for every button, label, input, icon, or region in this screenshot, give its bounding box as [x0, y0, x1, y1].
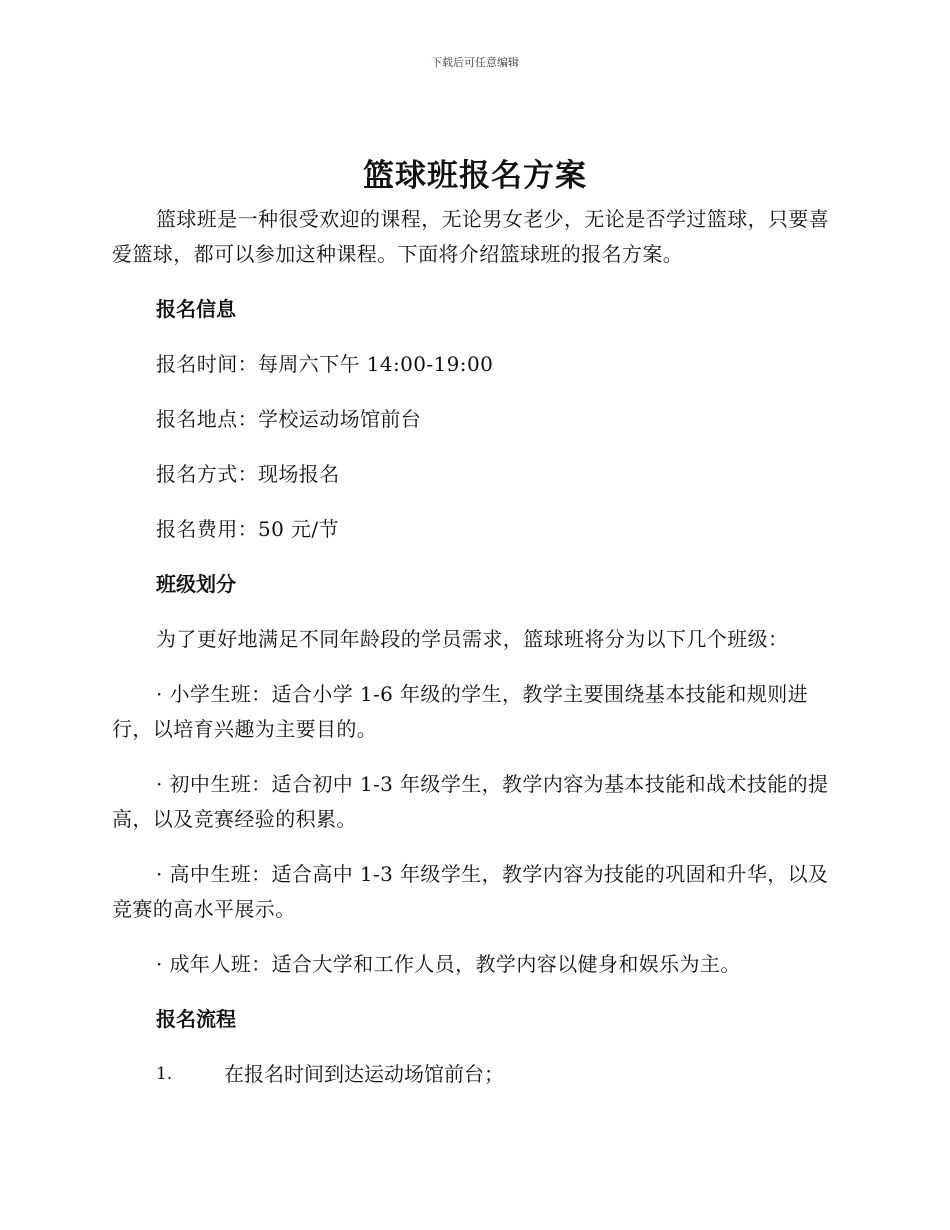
- process-step-number: 1.: [156, 1064, 173, 1084]
- process-step: [112, 1057, 840, 1092]
- registration-time: 报名时间：每周六下午 14:00-19:00: [156, 352, 494, 376]
- header-note: 下载后可任意编辑: [431, 56, 519, 69]
- class-division-lead: 为了更好地满足不同年龄段的学员需求，篮球班将分为以下几个班级：: [156, 627, 789, 651]
- section-heading-registration-info: 报名信息: [156, 297, 236, 321]
- section-heading-class-division: 班级划分: [156, 572, 236, 596]
- section-heading-registration-process: 报名流程: [156, 1007, 236, 1031]
- class-item-senior-high: · 高中生班：适合高中 1-3 年级学生，教学内容为技能的巩固和升华，以及竞赛的高水平展示。: [112, 862, 829, 921]
- registration-fee: 报名费用：50 元/节: [156, 517, 339, 541]
- document-body: [112, 202, 840, 1092]
- registration-method: 报名方式：现场报名: [156, 462, 340, 486]
- class-item-primary: · 小学生班：适合小学 1-6 年级的学生，教学主要围绕基本技能和规则进行，以培育兴趣为主要目的。: [112, 682, 809, 741]
- document-title: 篮球班报名方案: [363, 158, 587, 194]
- class-item-junior-high: · 初中生班：适合初中 1-3 年级学生，教学内容为基本技能和战术技能的提高，以及竞赛经验的积累。: [112, 772, 829, 831]
- intro-paragraph: 篮球班是一种很受欢迎的课程，无论男女老少，无论是否学过篮球，只要喜爱篮球，都可以参加这种课程。下面将介绍篮球班的报名方案。: [112, 207, 830, 266]
- process-step-text: 在报名时间到达运动场馆前台；: [224, 1062, 504, 1086]
- registration-location: 报名地点：学校运动场馆前台: [156, 407, 422, 431]
- class-item-adult: · 成年人班：适合大学和工作人员，教学内容以健身和娱乐为主。: [156, 952, 741, 976]
